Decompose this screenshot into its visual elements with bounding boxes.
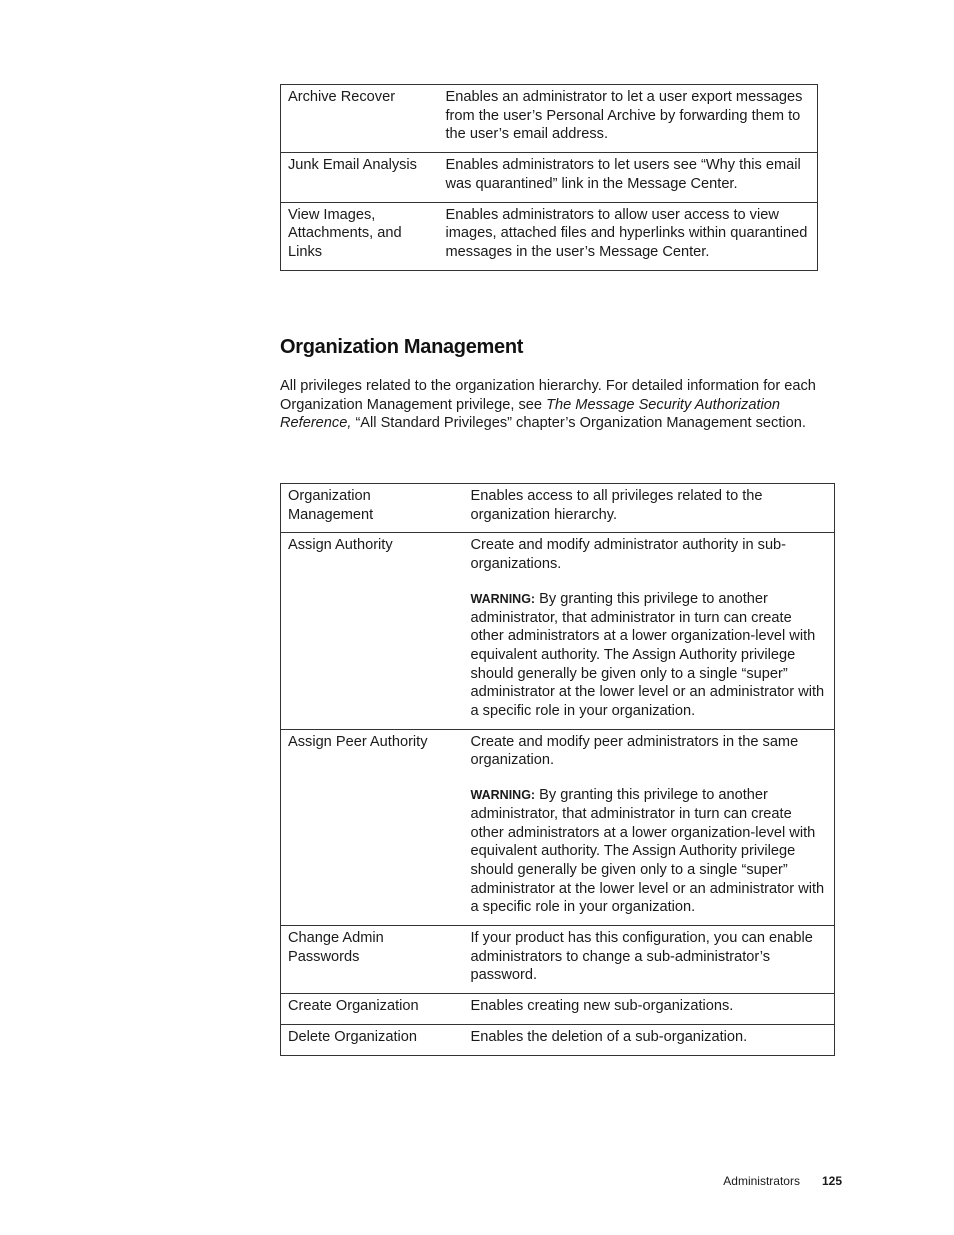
warning-text: By granting this privilege to another administrator, that administrator in turn can create other administrators at a lower organization-level with equivalent authority. The Assign Authority privilege should generally be given only to a single “super” administrator at the lower level or an administrator with a specific role in your organization. bbox=[470, 787, 825, 916]
privilege-name: Junk Email Analysis bbox=[281, 153, 439, 202]
table-row bbox=[281, 153, 818, 202]
privilege-name: Delete Organization bbox=[281, 1024, 464, 1055]
privilege-description bbox=[464, 1024, 835, 1055]
privileges-table-top bbox=[280, 84, 818, 271]
warning-label: WARNING: bbox=[470, 591, 536, 606]
privilege-name: Archive Recover bbox=[281, 85, 439, 153]
privilege-name: Assign Authority bbox=[281, 533, 464, 729]
privilege-description bbox=[439, 202, 818, 270]
warning-label: WARNING: bbox=[470, 788, 536, 803]
description-text: Enables creating new sub-organizations. bbox=[470, 998, 734, 1015]
table-row bbox=[281, 926, 835, 994]
table-row bbox=[281, 994, 835, 1025]
footer-section-title: Administrators bbox=[723, 1174, 800, 1188]
reference-title: The Message Security Authorization Reference, bbox=[280, 396, 780, 432]
description-text: Enables an administrator to let a user export messages from the user’s Personal Archive by forwarding them to the user’s email address. bbox=[445, 89, 803, 143]
table-row bbox=[281, 202, 818, 270]
description-text: Enables access to all privileges related to the organization hierarchy. bbox=[470, 488, 763, 523]
privilege-description bbox=[464, 994, 835, 1025]
table-row bbox=[281, 533, 835, 729]
description-text: Create and modify peer administrators in the same organization. bbox=[470, 733, 799, 769]
description-text: Enables administrators to allow user access to view images, attached files and hyperlinks within quarantined messages in the user’s Message Center. bbox=[445, 206, 808, 260]
warning-note bbox=[471, 786, 828, 917]
page-number: 125 bbox=[821, 1174, 842, 1188]
description-text: Enables administrators to let users see “Why this email was quarantined” link in the Message Center. bbox=[445, 157, 801, 192]
warning-text: By granting this privilege to another administrator, that administrator in turn can create other administrators at a lower organization-level with equivalent authority. The Assign Authority privilege should generally be given only to a single “super” administrator at the lower level or an administrator with a specific role in your organization. bbox=[470, 590, 825, 720]
privilege-name: Change Admin Passwords bbox=[281, 926, 464, 994]
privilege-name: View Images, Attachments, and Links bbox=[281, 202, 439, 270]
intro-text-continued: “All Standard Privileges” chapter’s Organization Management section. bbox=[351, 415, 806, 432]
privilege-name: Create Organization bbox=[281, 994, 464, 1025]
organization-privileges-table bbox=[280, 483, 835, 1056]
page-footer bbox=[723, 1174, 842, 1189]
section-heading: Organization Management bbox=[280, 336, 524, 358]
privilege-description bbox=[439, 153, 818, 202]
warning-note bbox=[471, 590, 828, 721]
privilege-description bbox=[464, 926, 835, 994]
table-row bbox=[281, 1024, 835, 1055]
table-row bbox=[281, 484, 835, 533]
privilege-description bbox=[464, 533, 835, 729]
description-text: If your product has this configuration, you can enable administrators to change a sub-administrator’s password. bbox=[470, 930, 813, 984]
table-row bbox=[281, 729, 835, 925]
privilege-description bbox=[464, 729, 835, 925]
table-row bbox=[281, 85, 818, 153]
privilege-description bbox=[464, 484, 835, 533]
privilege-name: Assign Peer Authority bbox=[281, 729, 464, 925]
description-text: Create and modify administrator authority in sub-organizations. bbox=[470, 537, 787, 573]
privilege-description bbox=[439, 85, 818, 153]
intro-text: All privileges related to the organization hierarchy. For detailed information for each Organization Management privilege, see bbox=[280, 378, 816, 413]
privilege-name: Organization Management bbox=[281, 484, 464, 533]
intro-paragraph bbox=[280, 377, 825, 433]
description-text: Enables the deletion of a sub-organization. bbox=[470, 1028, 748, 1045]
